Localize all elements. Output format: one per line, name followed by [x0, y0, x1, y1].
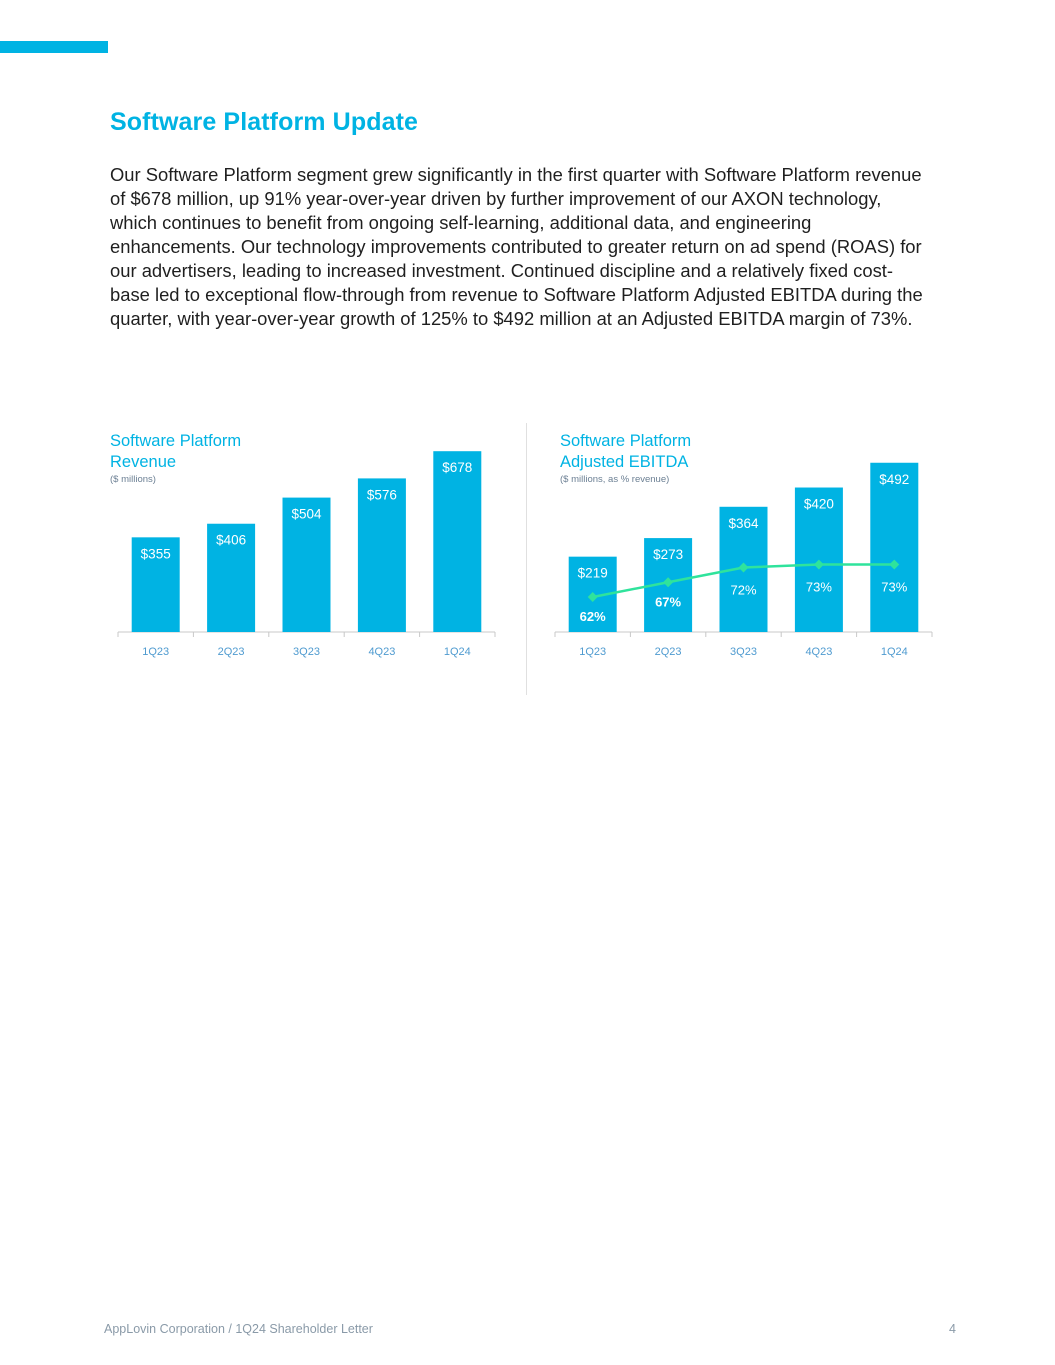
ebitda-category-label: 4Q23 — [805, 646, 833, 658]
revenue-chart-subtitle: ($ millions) — [110, 474, 156, 485]
ebitda-margin-label: 67% — [655, 594, 682, 610]
ebitda-chart-title-line1: Software Platform — [560, 432, 692, 450]
ebitda-bar — [870, 463, 918, 632]
ebitda-chart-subtitle: ($ millions, as % revenue) — [560, 474, 670, 485]
ebitda-category-label: 3Q23 — [730, 646, 757, 658]
body-paragraph: Our Software Platform segment grew significantly in the first quarter with Software Platform revenue of $678 million, up 91% year-over-year driven by further improvement of our AXON technology, which continues to benefit from ongoing self-learning, additional data, and engineering enhancements. Our technology improvements contributed to greater return on ad spend (ROAS) for our advertisers, leading to increased investment. Continued discipline and a relatively fixed cost-base led to exceptional flow-through from revenue to Software Platform Adjusted EBITDA during the quarter, with year-over-year growth of 125% to $492 million at an Adjusted EBITDA margin of 73%. — [110, 164, 923, 329]
revenue-category-label: 2Q23 — [217, 646, 245, 658]
revenue-category-label: 4Q23 — [368, 646, 396, 658]
footer-page-number: 4 — [949, 1322, 956, 1336]
ebitda-bar-value-label: $492 — [879, 471, 910, 487]
footer-document-title: AppLovin Corporation / 1Q24 Shareholder Letter — [104, 1322, 373, 1336]
ebitda-margin-label: 72% — [730, 582, 757, 598]
revenue-bar-value-label: $678 — [442, 460, 473, 476]
ebitda-bar-value-label: $420 — [803, 496, 834, 512]
page-title: Software Platform Update — [110, 108, 419, 136]
ebitda-margin-label: 73% — [881, 579, 908, 595]
revenue-bar-value-label: $576 — [366, 487, 397, 503]
revenue-category-label: 1Q23 — [142, 646, 170, 658]
ebitda-bar-value-label: $219 — [577, 565, 608, 581]
ebitda-margin-label: 62% — [579, 609, 606, 624]
ebitda-bar-value-label: $364 — [728, 515, 759, 531]
revenue-chart-title-line2: Revenue — [110, 453, 177, 471]
ebitda-bar-value-label: $273 — [653, 547, 684, 563]
ebitda-margin-label: 73% — [805, 579, 832, 595]
revenue-bar-value-label: $355 — [140, 546, 171, 562]
ebitda-category-label: 1Q23 — [579, 646, 607, 658]
revenue-bar-value-label: $406 — [216, 532, 247, 548]
revenue-category-label: 3Q23 — [293, 646, 320, 658]
revenue-chart-title-line1: Software Platform — [110, 432, 242, 450]
revenue-bar-value-label: $504 — [291, 506, 322, 522]
ebitda-category-label: 1Q24 — [880, 646, 908, 658]
revenue-category-label: 1Q24 — [443, 646, 471, 658]
ebitda-category-label: 2Q23 — [654, 646, 682, 658]
ebitda-chart-title-line2: Adjusted EBITDA — [560, 453, 689, 471]
